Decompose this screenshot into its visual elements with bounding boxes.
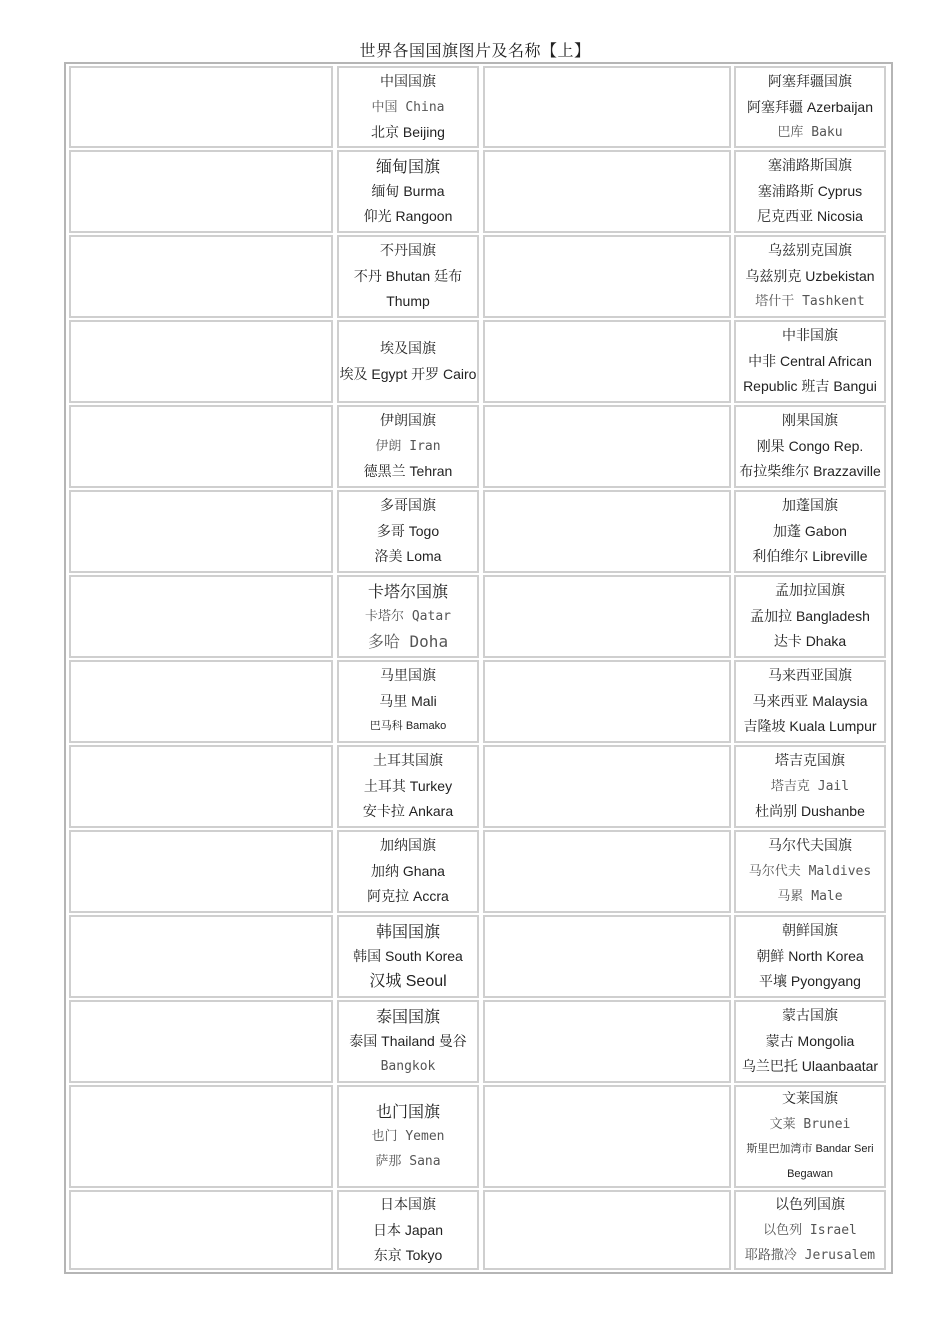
flag-image-cell-left: [69, 830, 333, 913]
country-info-line: 韩国 South Korea: [353, 948, 463, 964]
country-info-cell-right: [734, 1000, 886, 1083]
country-info-cell-left: [337, 150, 479, 233]
country-info-line: 东京 Tokyo: [373, 1246, 443, 1263]
country-info-line: 耶路撒冷 Jerusalem: [744, 1247, 876, 1263]
table-row: [67, 150, 889, 233]
country-info-cell-left: [337, 575, 479, 658]
country-info-text: [339, 492, 477, 571]
country-info-text: [339, 832, 477, 911]
country-info-cell-left: [337, 1000, 479, 1083]
country-info-line: 刚果 Congo Rep.: [756, 438, 864, 454]
country-info-line: 杜尚别 Dushanbe: [755, 803, 865, 819]
country-info-line: 巴库 Baku: [777, 124, 843, 140]
country-info-cell-left: [337, 660, 479, 743]
country-info-line: 多哥国旗: [380, 498, 436, 514]
page-title: 世界各国国旗图片及名称【上】: [359, 41, 591, 60]
country-info-line: 塞浦路斯国旗: [768, 158, 852, 174]
country-info-cell-right: [734, 915, 886, 998]
table-row: [67, 660, 889, 743]
country-info-line: 北京 Beijing: [371, 123, 445, 140]
country-info-text: [339, 237, 477, 316]
flag-image-cell-left: [69, 150, 333, 233]
country-info-line: 阿克拉 Accra: [367, 888, 449, 904]
table-row: [67, 235, 889, 318]
country-info-line: 加蓬 Gabon: [773, 523, 847, 539]
country-info-line: 塔吉克 Jail: [770, 779, 850, 794]
country-info-line: 塔吉克国旗: [775, 753, 845, 769]
country-info-text: [736, 237, 884, 316]
flag-image-cell-left: [69, 490, 333, 573]
country-info-cell-right: [734, 830, 886, 913]
table-row: [67, 1190, 889, 1270]
country-info-line: 吉隆坡 Kuala Lumpur: [743, 718, 877, 734]
flag-image-cell-right: [483, 915, 731, 998]
country-info-line: Begawan: [787, 1167, 833, 1180]
country-info-cell-right: [734, 320, 886, 403]
flag-image-cell-left: [69, 1085, 333, 1188]
country-info-line: 土耳其国旗: [373, 753, 443, 769]
country-info-line: 日本 Japan: [372, 1221, 444, 1238]
country-info-line: 中国 China: [371, 99, 445, 115]
country-info-line: 中非国旗: [782, 328, 838, 344]
table-row: [67, 66, 889, 148]
country-info-line: 卡塔尔国旗: [367, 582, 448, 601]
country-info-line: 马累 Male: [777, 889, 843, 904]
country-info-cell-right: [734, 405, 886, 488]
country-info-line: 阿塞拜疆国旗: [768, 73, 852, 90]
country-info-text: [736, 747, 884, 826]
country-info-cell-right: [734, 660, 886, 743]
country-info-line: 文莱国旗: [782, 1090, 838, 1107]
country-info-line: 马尔代夫国旗: [768, 838, 852, 854]
flag-image-cell-left: [69, 1190, 333, 1270]
country-info-line: Bangkok: [380, 1059, 436, 1074]
country-info-line: 加纳 Ghana: [371, 863, 445, 879]
country-info-line: 斯里巴加湾市 Bandar Seri: [746, 1142, 874, 1155]
country-info-cell-right: [734, 1085, 886, 1188]
country-info-line: 平壤 Pyongyang: [759, 973, 861, 989]
country-info-line: 布拉柴维尔 Brazzaville: [739, 463, 881, 479]
country-info-cell-right: [734, 1190, 886, 1270]
table-row: [67, 745, 889, 828]
country-info-text: [736, 662, 884, 741]
country-info-line: 乌兹别克国旗: [768, 243, 852, 259]
country-info-text: [339, 1192, 477, 1268]
country-info-line: 土耳其 Turkey: [363, 778, 453, 794]
table-row: [67, 830, 889, 913]
country-info-cell-left: [337, 235, 479, 318]
country-info-line: 加蓬国旗: [782, 498, 838, 514]
flag-image-cell-right: [483, 745, 731, 828]
country-info-line: 尼克西亚 Nicosia: [757, 208, 863, 224]
table-row: [67, 320, 889, 403]
country-info-line: Thump: [386, 293, 430, 309]
country-info-cell-left: [337, 320, 479, 403]
country-info-text: [736, 492, 884, 571]
country-info-line: 多哈 Doha: [367, 632, 449, 651]
country-info-text: [736, 917, 884, 996]
country-info-text: [736, 1002, 884, 1081]
country-info-text: [736, 1087, 884, 1186]
country-info-line: 伊朗 Iran: [375, 439, 441, 454]
country-info-line: 也门 Yemen: [371, 1129, 445, 1144]
flag-image-cell-left: [69, 405, 333, 488]
country-info-line: 韩国国旗: [375, 922, 440, 941]
flag-image-cell-left: [69, 235, 333, 318]
country-info-cell-left: [337, 1190, 479, 1270]
table-row: [67, 490, 889, 573]
country-info-line: 泰国 Thailand 曼谷: [349, 1033, 467, 1049]
country-info-text: [736, 407, 884, 486]
country-info-line: 塞浦路斯 Cyprus: [757, 183, 863, 199]
flag-image-cell-right: [483, 660, 731, 743]
country-info-text: [339, 662, 477, 741]
country-info-line: 蒙古国旗: [782, 1008, 838, 1024]
country-info-line: 以色列 Israel: [763, 1222, 857, 1238]
flag-image-cell-right: [483, 575, 731, 658]
country-info-line: 乌兰巴托 Ulaanbaatar: [741, 1058, 879, 1074]
country-info-line: 泰国国旗: [375, 1007, 440, 1026]
country-info-line: 仰光 Rangoon: [363, 208, 453, 224]
country-info-cell-left: [337, 745, 479, 828]
country-info-line: 蒙古 Mongolia: [765, 1033, 855, 1049]
table-row: [67, 1000, 889, 1083]
country-info-line: 朝鲜 North Korea: [756, 948, 864, 964]
country-info-text: [339, 322, 477, 401]
country-info-line: 加纳国旗: [380, 838, 436, 854]
country-info-text: [736, 577, 884, 656]
table-row: [67, 915, 889, 998]
country-info-line: 马来西亚 Malaysia: [752, 693, 868, 709]
flag-image-cell-right: [483, 66, 731, 148]
country-info-line: 文莱 Brunei: [769, 1116, 851, 1132]
country-info-line: 萨那 Sana: [375, 1154, 441, 1169]
country-info-cell-left: [337, 830, 479, 913]
country-info-cell-left: [337, 66, 479, 148]
country-info-cell-right: [734, 575, 886, 658]
country-info-cell-right: [734, 66, 886, 148]
country-info-line: 缅甸 Burma: [371, 183, 445, 199]
country-info-line: 马里 Mali: [379, 693, 437, 709]
country-info-line: 利伯维尔 Libreville: [752, 548, 868, 564]
country-info-line: 也门国旗: [375, 1102, 440, 1121]
country-info-line: 日本国旗: [380, 1196, 436, 1213]
country-info-cell-left: [337, 915, 479, 998]
flag-image-cell-right: [483, 235, 731, 318]
flag-image-cell-right: [483, 490, 731, 573]
country-info-line: 洛美 Loma: [374, 548, 442, 564]
flag-image-cell-left: [69, 575, 333, 658]
country-info-line: 安卡拉 Ankara: [362, 803, 454, 819]
country-info-line: 马里国旗: [380, 668, 436, 684]
flag-image-cell-right: [483, 830, 731, 913]
table-row: [67, 405, 889, 488]
flag-image-cell-left: [69, 320, 333, 403]
country-info-cell-left: [337, 1085, 479, 1188]
flag-image-cell-left: [69, 745, 333, 828]
country-info-text: [736, 322, 884, 401]
country-info-line: 多哥 Togo: [376, 523, 440, 539]
country-info-line: 汉城 Seoul: [369, 973, 447, 990]
flag-image-cell-right: [483, 1085, 731, 1188]
country-info-cell-left: [337, 405, 479, 488]
country-info-line: 巴马科 Bamako: [369, 720, 447, 732]
country-info-line: 不丹 Bhutan 廷布: [353, 268, 463, 284]
country-info-line: 塔什干 Tashkent: [755, 294, 865, 309]
country-info-line: 埃及 Egypt 开罗 Cairo: [339, 365, 477, 382]
country-info-text: [339, 152, 477, 231]
country-info-text: [339, 407, 477, 486]
country-info-line: 马尔代夫 Maldives: [748, 864, 872, 879]
country-info-cell-left: [337, 490, 479, 573]
country-info-line: Republic 班吉 Bangui: [743, 378, 877, 394]
country-info-line: 中非 Central African: [748, 353, 872, 369]
table-row: [67, 575, 889, 658]
country-info-text: [339, 917, 477, 996]
country-info-line: 达卡 Dhaka: [773, 633, 847, 649]
country-info-text: [736, 1192, 884, 1268]
flag-image-cell-left: [69, 1000, 333, 1083]
country-info-line: 朝鲜国旗: [782, 923, 838, 939]
flag-image-cell-right: [483, 320, 731, 403]
country-info-cell-right: [734, 150, 886, 233]
country-info-line: 中国国旗: [380, 73, 436, 90]
table-row: [67, 1085, 889, 1188]
country-info-line: 不丹国旗: [380, 243, 436, 259]
country-info-line: 德黑兰 Tehran: [363, 463, 453, 479]
flag-image-cell-left: [69, 66, 333, 148]
country-info-line: 孟加拉国旗: [775, 583, 845, 599]
country-info-cell-right: [734, 745, 886, 828]
country-info-line: 以色列国旗: [775, 1196, 845, 1213]
flag-image-cell-right: [483, 1000, 731, 1083]
country-info-text: [339, 747, 477, 826]
flag-image-cell-right: [483, 405, 731, 488]
country-info-line: 刚果国旗: [782, 413, 838, 429]
country-info-line: 乌兹别克 Uzbekistan: [745, 268, 875, 284]
flag-image-cell-right: [483, 1190, 731, 1270]
flag-image-cell-right: [483, 150, 731, 233]
country-info-line: 卡塔尔 Qatar: [365, 609, 451, 624]
country-info-text: [736, 68, 884, 146]
flag-image-cell-left: [69, 915, 333, 998]
country-info-text: [736, 152, 884, 231]
country-info-text: [339, 1002, 477, 1081]
country-info-text: [339, 68, 477, 146]
country-info-text: [339, 577, 477, 656]
country-info-line: 孟加拉 Bangladesh: [750, 608, 870, 624]
country-info-line: 缅甸国旗: [375, 157, 440, 176]
country-info-cell-right: [734, 490, 886, 573]
country-info-line: 埃及国旗: [380, 340, 436, 357]
country-info-line: 马来西亚国旗: [768, 668, 852, 684]
country-info-text: [339, 1087, 477, 1186]
country-info-line: 伊朗国旗: [380, 413, 436, 429]
country-info-cell-right: [734, 235, 886, 318]
country-info-line: 阿塞拜疆 Azerbaijan: [746, 98, 874, 115]
country-info-text: [736, 832, 884, 911]
flag-image-cell-left: [69, 660, 333, 743]
